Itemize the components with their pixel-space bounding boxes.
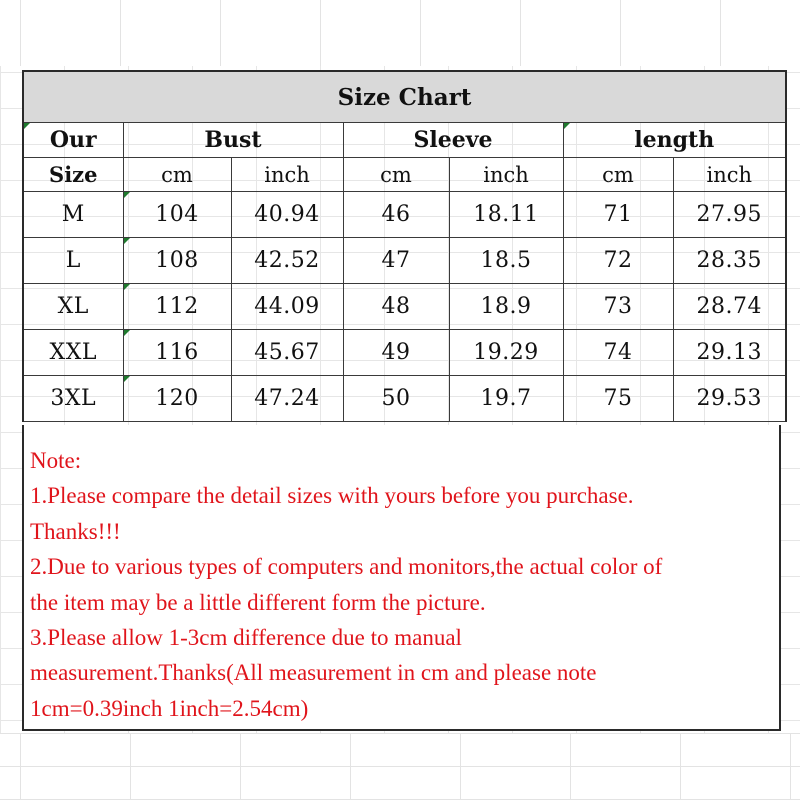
title-row <box>23 71 786 123</box>
bust-inch-cell: 42.52 <box>231 238 343 284</box>
note-line: 3.Please allow 1-3cm difference due to manual <box>30 625 462 651</box>
sleeve-cm-cell: 50 <box>343 376 449 422</box>
header-length: length <box>563 123 786 158</box>
size-chart-table <box>22 70 787 422</box>
bust-cm-cell: 112 <box>123 284 231 330</box>
bust-cm-cell: 116 <box>123 330 231 376</box>
spreadsheet-grid-bottom <box>0 733 800 800</box>
header-row-units <box>23 158 786 192</box>
note-heading: Note: <box>30 448 82 473</box>
bust-cm-cell: 120 <box>123 376 231 422</box>
sleeve-cm-cell: 48 <box>343 284 449 330</box>
size-cell: 3XL <box>23 376 123 422</box>
bust-cm-cell: 104 <box>123 192 231 238</box>
bust-inch-cell: 45.67 <box>231 330 343 376</box>
sleeve-cm-cell: 46 <box>343 192 449 238</box>
size-header-top: Our <box>23 123 123 158</box>
unit-sleeve-inch: inch <box>449 158 563 192</box>
header-row-groups <box>23 123 786 158</box>
sleeve-inch-cell: 18.5 <box>449 238 563 284</box>
unit-length-cm: cm <box>563 158 673 192</box>
length-cm-cell: 75 <box>563 376 673 422</box>
length-cm-cell: 72 <box>563 238 673 284</box>
bust-inch-cell: 40.94 <box>231 192 343 238</box>
notes-box <box>22 425 781 731</box>
sleeve-cm-cell: 49 <box>343 330 449 376</box>
sleeve-inch-cell: 18.11 <box>449 192 563 238</box>
size-cell: XL <box>23 284 123 330</box>
sleeve-inch-cell: 18.9 <box>449 284 563 330</box>
note-line: 2.Due to various types of computers and monitors,the actual color of <box>30 554 663 580</box>
length-inch-cell: 29.53 <box>673 376 786 422</box>
unit-sleeve-cm: cm <box>343 158 449 192</box>
bust-cm-cell: 108 <box>123 238 231 284</box>
header-sleeve: Sleeve <box>343 123 563 158</box>
table-row <box>23 376 786 422</box>
size-cell: M <box>23 192 123 238</box>
unit-length-inch: inch <box>673 158 786 192</box>
size-cell: L <box>23 238 123 284</box>
sleeve-inch-cell: 19.29 <box>449 330 563 376</box>
note-line: Thanks!!! <box>30 518 121 544</box>
length-cm-cell: 74 <box>563 330 673 376</box>
length-cm-cell: 71 <box>563 192 673 238</box>
sleeve-cm-cell: 47 <box>343 238 449 284</box>
bust-inch-cell: 47.24 <box>231 376 343 422</box>
chart-title: Size Chart <box>23 71 786 123</box>
table-row <box>23 284 786 330</box>
length-inch-cell: 28.74 <box>673 284 786 330</box>
sleeve-inch-cell: 19.7 <box>449 376 563 422</box>
size-header-bottom: Size <box>23 158 123 192</box>
note-line: the item may be a little different form the picture. <box>30 589 486 615</box>
table-row <box>23 238 786 284</box>
unit-bust-cm: cm <box>123 158 231 192</box>
note-line: 1cm=0.39inch 1inch=2.54cm) <box>30 695 309 721</box>
length-inch-cell: 27.95 <box>673 192 786 238</box>
table-row <box>23 192 786 238</box>
length-inch-cell: 29.13 <box>673 330 786 376</box>
size-cell: XXL <box>23 330 123 376</box>
note-line: 1.Please compare the detail sizes with yours before you purchase. <box>30 483 634 509</box>
bust-inch-cell: 44.09 <box>231 284 343 330</box>
table-row <box>23 330 786 376</box>
unit-bust-inch: inch <box>231 158 343 192</box>
length-inch-cell: 28.35 <box>673 238 786 284</box>
note-line: measurement.Thanks(All measurement in cm and please note <box>30 660 597 686</box>
length-cm-cell: 73 <box>563 284 673 330</box>
spreadsheet-grid-top <box>0 0 800 66</box>
header-bust: Bust <box>123 123 343 158</box>
